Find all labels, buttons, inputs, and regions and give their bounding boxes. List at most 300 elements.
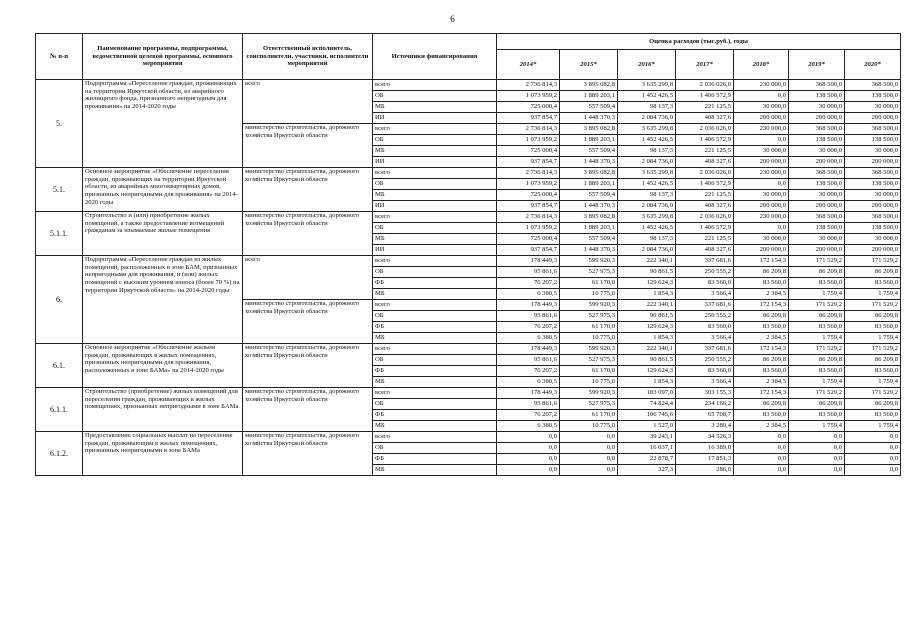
expense-value: 0,0	[734, 432, 789, 443]
expense-value: 222 340,1	[618, 300, 676, 311]
expense-value: 0,0	[845, 443, 901, 454]
expense-value: 527 975,3	[560, 355, 618, 366]
expense-value: 408 327,6	[676, 157, 734, 168]
expense-value: 1 448 370,3	[560, 157, 618, 168]
expense-value: 98 137,3	[618, 146, 676, 157]
expense-value: 200 000,0	[789, 201, 845, 212]
expense-value: 2 036 026,0	[676, 124, 734, 135]
expense-value: 1 073 959,2	[497, 135, 560, 146]
expense-value: 172 154,3	[734, 300, 789, 311]
expense-value: 95 861,6	[497, 355, 560, 366]
item-number: 6.1.1.	[36, 388, 83, 432]
expense-value: 200 000,0	[734, 157, 789, 168]
expense-value: 90 861,5	[618, 355, 676, 366]
expense-value: 1 448 370,3	[560, 201, 618, 212]
expense-value: 937 854,7	[497, 113, 560, 124]
expense-value: 61 170,0	[560, 278, 618, 289]
expense-value: 138 500,0	[845, 91, 901, 102]
funding-source: МБ	[373, 333, 497, 344]
expense-value: 76 207,2	[497, 366, 560, 377]
expense-value: 327,3	[618, 465, 676, 476]
executor: всего	[243, 80, 373, 124]
funding-source: МБ	[373, 421, 497, 432]
expense-value: 129 624,3	[618, 322, 676, 333]
item-number: 5.	[36, 80, 83, 168]
expense-value: 86 209,8	[789, 267, 845, 278]
expense-value: 86 209,8	[845, 355, 901, 366]
expense-value: 3 895 082,8	[560, 212, 618, 223]
expense-value: 937 854,7	[497, 157, 560, 168]
expense-value: 3 566,4	[676, 333, 734, 344]
expense-value: 557 509,4	[560, 146, 618, 157]
expense-value: 408 327,6	[676, 201, 734, 212]
expense-value: 171 529,2	[789, 300, 845, 311]
expense-value: 230 000,0	[734, 212, 789, 223]
expense-value: 83 560,0	[845, 278, 901, 289]
expense-value: 3 895 082,8	[560, 168, 618, 179]
expense-value: 599 920,3	[560, 256, 618, 267]
expense-value: 0,0	[497, 465, 560, 476]
executor: всего	[243, 256, 373, 300]
expense-value: 138 500,0	[845, 135, 901, 146]
expense-value: 2 384,5	[734, 421, 789, 432]
header-year: 2016*	[618, 50, 676, 80]
expense-value: 30 000,0	[789, 146, 845, 157]
expense-value: 200 000,0	[845, 201, 901, 212]
expense-value: 83 560,0	[676, 278, 734, 289]
expense-value: 83 560,0	[734, 410, 789, 421]
expense-value: 1 759,4	[845, 377, 901, 388]
expense-value: 2 036 026,0	[676, 212, 734, 223]
funding-source: всего	[373, 256, 497, 267]
expense-value: 1 406 572,9	[676, 179, 734, 190]
expense-value: 0,0	[497, 443, 560, 454]
funding-source: ИИ	[373, 113, 497, 124]
expense-value: 221 125,5	[676, 190, 734, 201]
expense-value: 599 920,3	[560, 300, 618, 311]
expense-value: 1 073 959,2	[497, 223, 560, 234]
expense-value: 90 861,5	[618, 311, 676, 322]
funding-source: ОБ	[373, 443, 497, 454]
expense-value: 1 759,4	[845, 421, 901, 432]
funding-source: ИИ	[373, 245, 497, 256]
expense-value: 2 036 026,0	[676, 168, 734, 179]
expense-value: 86 209,8	[789, 399, 845, 410]
table-row	[36, 388, 901, 399]
expense-value: 30 000,0	[734, 190, 789, 201]
expense-value: 368 500,0	[789, 80, 845, 91]
expense-value: 557 509,4	[560, 234, 618, 245]
funding-source: ОБ	[373, 267, 497, 278]
expense-value: 83 560,0	[789, 366, 845, 377]
expense-value: 0,0	[560, 454, 618, 465]
expense-value: 95 861,6	[497, 267, 560, 278]
executor: министерство строительства, дорожного хозяйства Иркутской области	[243, 300, 373, 344]
expense-value: 1 073 959,2	[497, 91, 560, 102]
expense-value: 200 000,0	[845, 245, 901, 256]
expense-value: 138 500,0	[789, 179, 845, 190]
expense-value: 0,0	[789, 432, 845, 443]
expense-value: 200 000,0	[845, 157, 901, 168]
expense-value: 86 209,8	[734, 399, 789, 410]
expense-value: 286,0	[676, 465, 734, 476]
expense-table	[35, 33, 901, 476]
header-executor: Ответственный исполнитель, соисполнители, участники, исполнители мероприятий	[243, 34, 373, 80]
expense-value: 1 406 572,9	[676, 135, 734, 146]
table-row	[36, 432, 901, 443]
funding-source: МБ	[373, 234, 497, 245]
expense-value: 368 500,0	[845, 124, 901, 135]
expense-value: 527 975,3	[560, 399, 618, 410]
program-name: Основное мероприятие «Обеспечение жильем граждан, проживающих в жилых помещениях, признанных непригодными для проживания, расположенных в зоне БАМа» на 2014-2020 годы	[83, 344, 243, 388]
table-row	[36, 212, 901, 223]
expense-value: 2 384,5	[734, 289, 789, 300]
expense-value: 30 000,0	[845, 234, 901, 245]
expense-value: 30 000,0	[734, 234, 789, 245]
funding-source: ОБ	[373, 355, 497, 366]
expense-value: 1 448 370,3	[560, 245, 618, 256]
expense-value: 90 861,5	[618, 267, 676, 278]
header-source: Источники финансирования	[373, 34, 497, 80]
expense-value: 337 681,6	[676, 300, 734, 311]
expense-value: 408 327,6	[676, 113, 734, 124]
expense-value: 0,0	[734, 91, 789, 102]
expense-value: 1 759,4	[789, 421, 845, 432]
expense-value: 1 759,4	[845, 289, 901, 300]
funding-source: ИИ	[373, 201, 497, 212]
executor: министерство строительства, дорожного хозяйства Иркутской области	[243, 124, 373, 168]
expense-value: 2 084 736,0	[618, 157, 676, 168]
expense-value: 171 529,2	[789, 388, 845, 399]
expense-value: 725 000,4	[497, 102, 560, 113]
expense-value: 2 736 814,3	[497, 168, 560, 179]
expense-value: 0,0	[734, 465, 789, 476]
funding-source: всего	[373, 388, 497, 399]
expense-value: 3 635 299,8	[618, 80, 676, 91]
expense-value: 30 000,0	[789, 102, 845, 113]
expense-value: 1 527,0	[618, 421, 676, 432]
funding-source: всего	[373, 212, 497, 223]
expense-value: 1 854,3	[618, 289, 676, 300]
expense-value: 0,0	[734, 179, 789, 190]
expense-value: 106 745,6	[618, 410, 676, 421]
header-year: 2019*	[789, 50, 845, 80]
expense-value: 2 736 814,3	[497, 80, 560, 91]
expense-value: 86 209,8	[734, 267, 789, 278]
expense-value: 30 000,0	[789, 190, 845, 201]
expense-value: 303 155,3	[676, 388, 734, 399]
expense-value: 183 097,0	[618, 388, 676, 399]
program-name: Основное мероприятие «Обеспечение переселения граждан, проживающих на территории Иркутской области, из аварийных многоквартирных домов, признанных непригодными для проживания» на 2014-2020 годы	[83, 168, 243, 212]
header-year: 2018*	[734, 50, 789, 80]
expense-value: 138 500,0	[789, 135, 845, 146]
expense-value: 22 878,7	[618, 454, 676, 465]
funding-source: ФБ	[373, 454, 497, 465]
expense-value: 1 889 203,1	[560, 135, 618, 146]
expense-value: 0,0	[845, 465, 901, 476]
item-number: 5.1.	[36, 168, 83, 212]
expense-value: 178 449,3	[497, 388, 560, 399]
expense-value: 83 560,0	[845, 366, 901, 377]
expense-value: 86 209,8	[789, 311, 845, 322]
expense-value: 937 854,7	[497, 245, 560, 256]
expense-value: 1 073 959,2	[497, 179, 560, 190]
expense-value: 222 340,1	[618, 256, 676, 267]
table-row	[36, 168, 901, 179]
expense-value: 138 500,0	[845, 223, 901, 234]
expense-value: 10 775,0	[560, 289, 618, 300]
expense-value: 0,0	[560, 432, 618, 443]
item-number: 6.1.2.	[36, 432, 83, 476]
expense-value: 599 920,3	[560, 388, 618, 399]
expense-value: 129 624,3	[618, 366, 676, 377]
expense-value: 10 775,0	[560, 333, 618, 344]
expense-value: 557 509,4	[560, 190, 618, 201]
expense-value: 221 125,5	[676, 146, 734, 157]
expense-value: 138 500,0	[789, 223, 845, 234]
expense-value: 0,0	[789, 465, 845, 476]
expense-value: 1 854,3	[618, 377, 676, 388]
expense-value: 230 000,0	[734, 124, 789, 135]
expense-value: 34 526,3	[676, 432, 734, 443]
expense-value: 1 448 370,3	[560, 113, 618, 124]
expense-value: 83 560,0	[845, 322, 901, 333]
expense-value: 6 380,5	[497, 333, 560, 344]
executor: министерство строительства, дорожного хозяйства Иркутской области	[243, 168, 373, 212]
header-year: 2015*	[560, 50, 618, 80]
funding-source: МБ	[373, 190, 497, 201]
expense-value: 599 920,3	[560, 344, 618, 355]
expense-value: 83 560,0	[734, 278, 789, 289]
expense-value: 61 170,0	[560, 322, 618, 333]
expense-value: 527 975,3	[560, 311, 618, 322]
funding-source: ОБ	[373, 135, 497, 146]
header-program: Наименование программы, подпрограммы, ведомственной целевой программы, основного мероприятия	[83, 34, 243, 80]
expense-value: 0,0	[734, 443, 789, 454]
expense-value: 30 000,0	[734, 102, 789, 113]
expense-value: 250 555,2	[676, 267, 734, 278]
funding-source: всего	[373, 168, 497, 179]
expense-value: 1 452 426,5	[618, 223, 676, 234]
expense-value: 2 736 814,3	[497, 124, 560, 135]
expense-value: 368 500,0	[789, 212, 845, 223]
expense-value: 221 125,5	[676, 234, 734, 245]
expense-value: 937 854,7	[497, 201, 560, 212]
expense-value: 1 406 572,9	[676, 223, 734, 234]
expense-value: 83 560,0	[789, 322, 845, 333]
expense-value: 0,0	[734, 454, 789, 465]
funding-source: МБ	[373, 146, 497, 157]
expense-value: 83 560,0	[734, 322, 789, 333]
expense-value: 200 000,0	[789, 113, 845, 124]
funding-source: ОБ	[373, 399, 497, 410]
expense-value: 337 681,6	[676, 256, 734, 267]
program-name: Строительство и (или) приобретение жилых помещений, а также предоставление возмещений гражданам за изымаемые жилые помещения	[83, 212, 243, 256]
expense-value: 1 452 426,5	[618, 179, 676, 190]
expense-value: 0,0	[497, 454, 560, 465]
expense-value: 30 000,0	[789, 234, 845, 245]
expense-value: 98 137,3	[618, 102, 676, 113]
executor: министерство строительства, дорожного хозяйства Иркутской области	[243, 344, 373, 388]
program-name: Предоставление социальных выплат на переселение граждан, проживающим в жилых помещениях, признанных непригодными в зоне БАМа	[83, 432, 243, 476]
expense-value: 138 500,0	[845, 179, 901, 190]
expense-value: 61 170,0	[560, 366, 618, 377]
expense-value: 337 681,6	[676, 344, 734, 355]
expense-value: 138 500,0	[789, 91, 845, 102]
expense-value: 200 000,0	[734, 201, 789, 212]
expense-value: 95 861,6	[497, 311, 560, 322]
funding-source: всего	[373, 344, 497, 355]
expense-value: 98 137,3	[618, 190, 676, 201]
table-row	[36, 80, 901, 91]
expense-table-sheet	[35, 33, 901, 476]
expense-value: 408 327,6	[676, 245, 734, 256]
funding-source: ОБ	[373, 223, 497, 234]
expense-value: 527 975,3	[560, 267, 618, 278]
funding-source: МБ	[373, 465, 497, 476]
header-estimate: Оценка расходов (тыс.руб.), годы	[497, 34, 901, 50]
expense-value: 61 170,0	[560, 410, 618, 421]
expense-value: 3 635 299,8	[618, 124, 676, 135]
expense-value: 1 452 426,5	[618, 135, 676, 146]
expense-value: 2 384,5	[734, 377, 789, 388]
funding-source: ОБ	[373, 311, 497, 322]
item-number: 6.1.	[36, 344, 83, 388]
funding-source: МБ	[373, 102, 497, 113]
executor: министерство строительства, дорожного хозяйства Иркутской области	[243, 388, 373, 432]
expense-value: 2 036 026,0	[676, 80, 734, 91]
expense-value: 725 000,4	[497, 146, 560, 157]
expense-value: 200 000,0	[789, 157, 845, 168]
expense-value: 74 824,4	[618, 399, 676, 410]
expense-value: 3 280,4	[676, 421, 734, 432]
expense-value: 0,0	[560, 465, 618, 476]
expense-value: 1 759,4	[845, 333, 901, 344]
expense-value: 95 861,6	[497, 399, 560, 410]
expense-value: 0,0	[845, 454, 901, 465]
expense-value: 1 854,3	[618, 333, 676, 344]
item-number: 6.	[36, 256, 83, 344]
expense-value: 250 555,2	[676, 355, 734, 366]
header-year: 2014*	[497, 50, 560, 80]
expense-value: 222 340,1	[618, 344, 676, 355]
expense-value: 171 529,2	[845, 300, 901, 311]
expense-value: 6 380,5	[497, 421, 560, 432]
expense-value: 83 560,0	[676, 366, 734, 377]
expense-value: 129 624,3	[618, 278, 676, 289]
expense-value: 83 560,0	[789, 278, 845, 289]
expense-value: 171 529,2	[789, 344, 845, 355]
funding-source: ФБ	[373, 366, 497, 377]
expense-value: 76 207,2	[497, 278, 560, 289]
expense-value: 2 736 814,3	[497, 212, 560, 223]
expense-value: 250 555,2	[676, 311, 734, 322]
expense-value: 83 560,0	[845, 410, 901, 421]
expense-value: 1 889 203,1	[560, 179, 618, 190]
expense-value: 0,0	[734, 135, 789, 146]
expense-value: 725 000,4	[497, 234, 560, 245]
program-name: Строительство (приобретение) жилых помещений для переселения граждан, проживающих в жилых помещениях, признанных непригодными в зоне БАМа	[83, 388, 243, 432]
funding-source: всего	[373, 80, 497, 91]
funding-source: ФБ	[373, 410, 497, 421]
expense-value: 0,0	[789, 454, 845, 465]
expense-value: 76 207,2	[497, 322, 560, 333]
item-number: 5.1.1.	[36, 212, 83, 256]
funding-source: ФБ	[373, 278, 497, 289]
expense-value: 368 500,0	[845, 212, 901, 223]
expense-value: 200 000,0	[789, 245, 845, 256]
expense-value: 178 449,3	[497, 300, 560, 311]
expense-value: 230 000,0	[734, 168, 789, 179]
expense-value: 200 000,0	[845, 113, 901, 124]
expense-value: 171 529,2	[845, 344, 901, 355]
expense-value: 2 084 736,0	[618, 245, 676, 256]
expense-value: 200 000,0	[734, 113, 789, 124]
expense-value: 16 037,1	[618, 443, 676, 454]
expense-value: 221 125,5	[676, 102, 734, 113]
expense-value: 1 759,4	[789, 333, 845, 344]
table-row	[36, 344, 901, 355]
header-year: 2017*	[676, 50, 734, 80]
header-num: № п-п	[36, 34, 83, 80]
expense-value: 6 380,5	[497, 377, 560, 388]
expense-value: 86 209,8	[734, 311, 789, 322]
expense-value: 1 759,4	[789, 377, 845, 388]
table-row	[36, 256, 901, 267]
expense-value: 172 154,3	[734, 344, 789, 355]
expense-value: 39 243,1	[618, 432, 676, 443]
expense-value: 30 000,0	[734, 146, 789, 157]
funding-source: ОБ	[373, 179, 497, 190]
expense-value: 3 566,4	[676, 289, 734, 300]
expense-value: 98 137,3	[618, 234, 676, 245]
expense-value: 368 500,0	[789, 124, 845, 135]
expense-value: 725 000,4	[497, 190, 560, 201]
expense-value: 368 500,0	[845, 168, 901, 179]
expense-value: 30 000,0	[845, 146, 901, 157]
funding-source: МБ	[373, 377, 497, 388]
header-year: 2020*	[845, 50, 901, 80]
expense-value: 83 560,0	[734, 366, 789, 377]
expense-value: 230 000,0	[734, 80, 789, 91]
expense-value: 368 500,0	[789, 168, 845, 179]
expense-value: 0,0	[789, 443, 845, 454]
expense-value: 16 389,0	[676, 443, 734, 454]
expense-value: 178 449,3	[497, 344, 560, 355]
expense-value: 86 209,8	[734, 355, 789, 366]
expense-value: 2 084 736,0	[618, 201, 676, 212]
expense-value: 172 154,3	[734, 256, 789, 267]
expense-value: 3 635 299,8	[618, 212, 676, 223]
expense-value: 3 635 299,8	[618, 168, 676, 179]
expense-value: 17 851,3	[676, 454, 734, 465]
program-name: Подпрограмма «Переселение граждан из жилых помещений, расположенных в зоне БАМ, признанных непригодными для проживания, и (или) жилых помещений с высоким уровнем износа (более 70 %) на территории Иркутской области» на 2014-2020 годы	[83, 256, 243, 344]
expense-value: 86 209,8	[845, 399, 901, 410]
expense-value: 172 154,3	[734, 388, 789, 399]
expense-value: 76 207,2	[497, 410, 560, 421]
expense-value: 6 380,5	[497, 289, 560, 300]
expense-value: 30 000,0	[845, 190, 901, 201]
funding-source: ОБ	[373, 91, 497, 102]
expense-value: 1 406 572,9	[676, 91, 734, 102]
expense-value: 65 708,7	[676, 410, 734, 421]
expense-value: 1 452 426,5	[618, 91, 676, 102]
expense-value: 86 209,8	[845, 311, 901, 322]
expense-value: 171 529,2	[845, 256, 901, 267]
expense-value: 86 209,8	[845, 267, 901, 278]
funding-source: МБ	[373, 289, 497, 300]
expense-value: 2 384,5	[734, 333, 789, 344]
